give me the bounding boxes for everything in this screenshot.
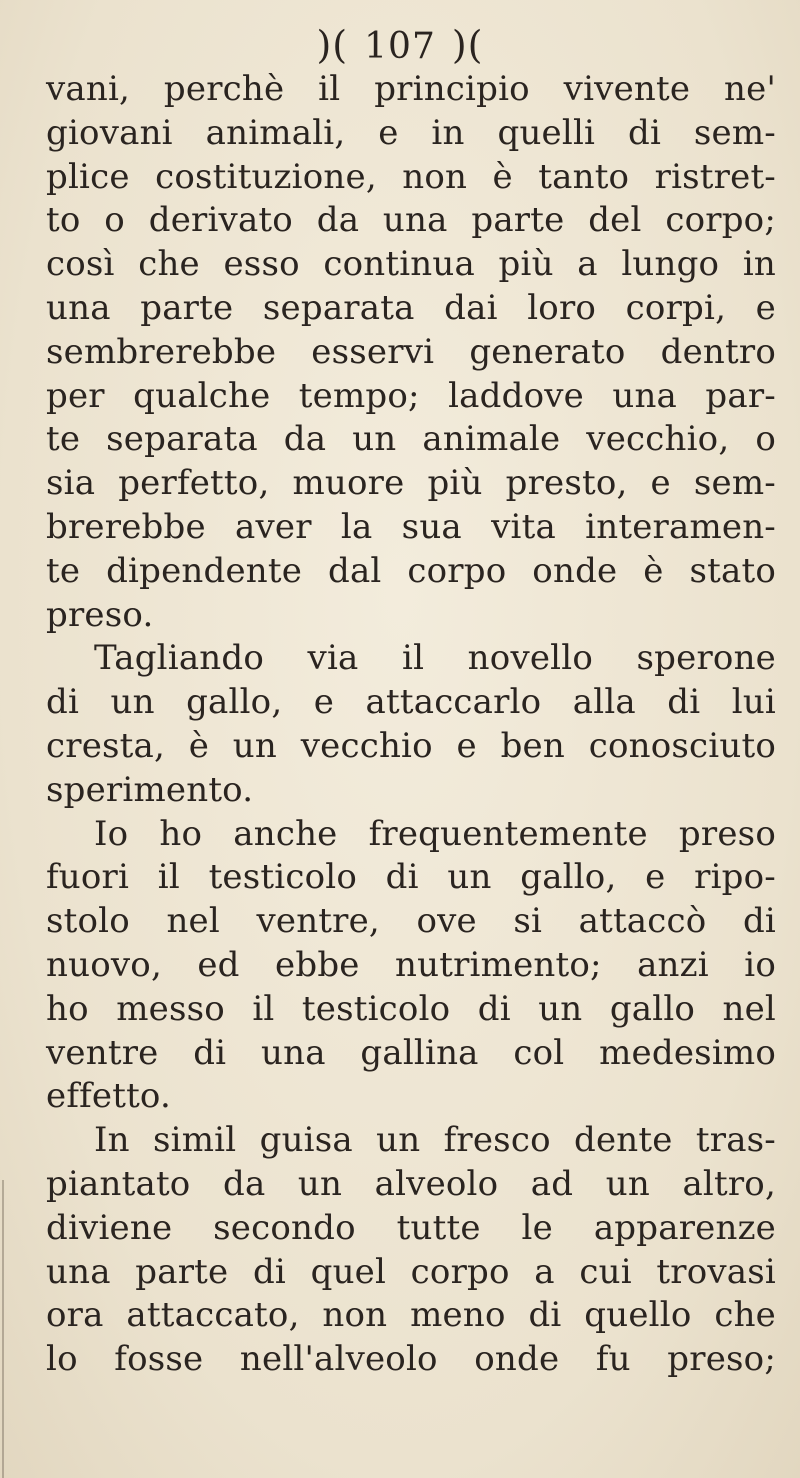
- text-line: plice costituzione, non è tanto ristret-: [46, 156, 776, 197]
- text-line: vani, perchè il principio vivente ne': [46, 69, 776, 109]
- text-line: Io ho anche frequentemente preso: [94, 813, 776, 854]
- text-line: In simil guisa un fresco dente tras-: [94, 1120, 776, 1161]
- text-line: ora attaccato, non meno di quello che: [46, 1295, 776, 1336]
- text-line: una parte separata dai loro corpi, e: [46, 287, 776, 328]
- text-line: sia perfetto, muore più presto, e sem-: [46, 463, 776, 504]
- text-line: lo fosse nell'alveolo onde fu preso;: [46, 1339, 776, 1380]
- text-line: cresta, è un vecchio e ben conosciuto: [46, 725, 776, 766]
- text-line: to o derivato da una parte del corpo;: [46, 200, 776, 241]
- page-edge-line: [2, 1180, 4, 1478]
- text-line: Tagliando via il novello sperone: [94, 638, 776, 679]
- text-line: giovani animali, e in quelli di sem-: [46, 112, 776, 153]
- text-line: piantato da un alveolo ad un altro,: [46, 1163, 776, 1204]
- text-line: sembrerebbe esservi generato dentro: [46, 331, 776, 372]
- text-line: ventre di una gallina col medesimo: [46, 1032, 776, 1073]
- text-line: di un gallo, e attaccarlo alla di lui: [46, 682, 776, 723]
- text-line: fuori il testicolo di un gallo, e ripo-: [46, 857, 776, 898]
- text-line: effetto.: [46, 1076, 172, 1117]
- text-line: per qualche tempo; laddove una par-: [46, 375, 776, 416]
- text-line: nuovo, ed ebbe nutrimento; anzi io: [46, 944, 776, 985]
- text-line: sperimento.: [46, 769, 254, 810]
- text-line: te dipendente dal corpo onde è stato: [46, 550, 776, 591]
- page-number: 107: [364, 26, 436, 67]
- page-header: [0, 20, 800, 70]
- text-line: ho messo il testicolo di un gallo nel: [46, 988, 776, 1029]
- body-text: [46, 68, 776, 1382]
- text-line: brerebbe aver la sua vita interamen-: [46, 506, 776, 547]
- text-line: te separata da un animale vecchio, o: [46, 419, 776, 460]
- text-line: così che esso continua più a lungo in: [46, 244, 776, 285]
- ornament-right: )(: [451, 23, 484, 67]
- text-line: stolo nel ventre, ove si attaccò di: [46, 901, 776, 942]
- text-line: preso.: [46, 594, 154, 635]
- text-line: diviene secondo tutte le apparenze: [46, 1207, 776, 1248]
- ornament-left: )(: [316, 23, 349, 67]
- text-line: una parte di quel corpo a cui trovasi: [46, 1251, 776, 1292]
